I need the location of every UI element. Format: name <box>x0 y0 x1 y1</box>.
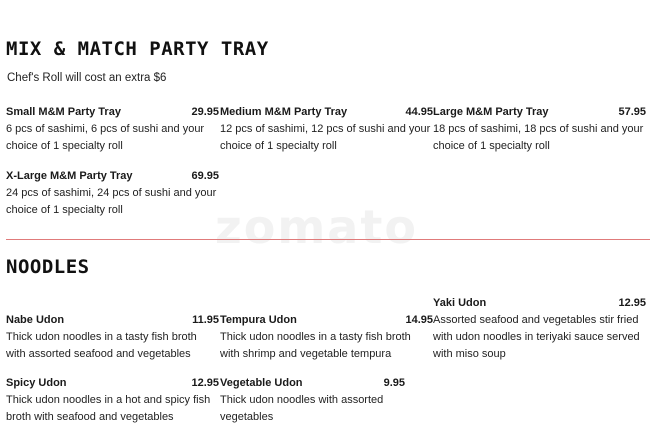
menu-item-vegetable-udon <box>220 375 433 426</box>
item-name: Spicy Udon <box>6 377 67 389</box>
item-name: Nabe Udon <box>6 314 65 326</box>
item-description: 24 pcs of sashimi, 24 pcs of sushi and your choice of 1 specialty roll <box>6 187 217 216</box>
item-price: 44.95 <box>405 106 433 118</box>
item-price: 9.95 <box>383 377 405 389</box>
item-description: 6 pcs of sashimi, 6 pcs of sushi and your choice of 1 specialty roll <box>6 123 205 152</box>
item-name: Yaki Udon <box>433 297 487 309</box>
zomato-watermark: zomato <box>215 200 418 254</box>
item-name: Medium M&M Party Tray <box>220 106 348 118</box>
menu-item-tempura-udon <box>220 312 433 363</box>
section-divider <box>6 239 650 240</box>
chefs-roll-note: Chef's Roll will cost an extra $6 <box>7 72 167 84</box>
item-price: 29.95 <box>191 106 219 118</box>
item-price: 12.95 <box>191 377 219 389</box>
item-description: Thick udon noodles with assorted vegetables <box>220 394 384 423</box>
section-title-noodles: NOODLES <box>6 256 90 278</box>
item-name: Small M&M Party Tray <box>6 106 121 118</box>
item-description: Thick udon noodles in a hot and spicy fish broth with seafood and vegetables <box>6 394 211 423</box>
item-price: 57.95 <box>618 106 646 118</box>
menu-item-medium-tray <box>220 104 433 155</box>
menu-item-yaki-udon <box>433 295 646 363</box>
item-name: Large M&M Party Tray <box>433 106 549 118</box>
menu-item-large-tray <box>433 104 646 155</box>
menu-item-xlarge-tray <box>6 168 219 219</box>
item-price: 12.95 <box>618 297 646 309</box>
menu-item-nabe-udon <box>6 312 219 363</box>
menu-item-small-tray <box>6 104 219 155</box>
item-description: Thick udon noodles in a tasty fish broth with shrimp and vegetable tempura <box>220 331 411 360</box>
item-description: 12 pcs of sashimi, 12 pcs of sushi and your choice of 1 specialty roll <box>220 123 431 152</box>
item-name: X-Large M&M Party Tray <box>6 170 133 182</box>
menu-item-spicy-udon <box>6 375 219 426</box>
section-title-party-tray: MIX & MATCH PARTY TRAY <box>6 38 269 60</box>
item-price: 69.95 <box>191 170 219 182</box>
item-price: 14.95 <box>405 314 433 326</box>
item-price: 11.95 <box>192 314 219 326</box>
item-description: 18 pcs of sashimi, 18 pcs of sushi and your choice of 1 specialty roll <box>433 123 644 152</box>
item-name: Tempura Udon <box>220 314 297 326</box>
item-description: Assorted seafood and vegetables stir fried with udon noodles in teriyaki sauce served with miso soup <box>433 314 640 360</box>
item-description: Thick udon noodles in a tasty fish broth with assorted seafood and vegetables <box>6 331 197 360</box>
item-name: Vegetable Udon <box>220 377 303 389</box>
